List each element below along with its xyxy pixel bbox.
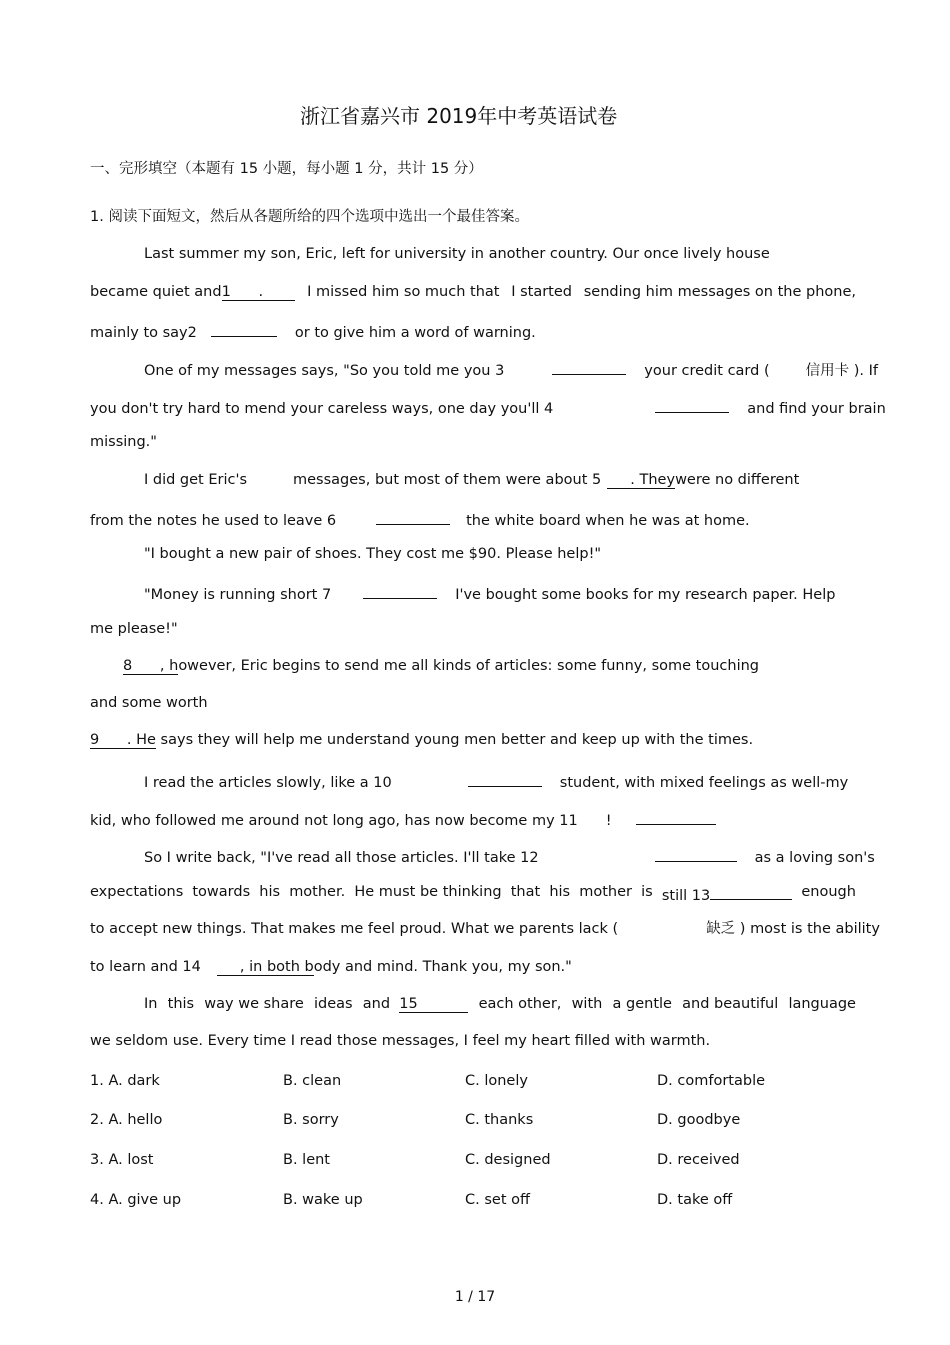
passage-line: missing." xyxy=(90,434,157,450)
blank-9: 9 . He xyxy=(90,732,156,748)
blank-12 xyxy=(655,845,737,862)
passage-text: became quiet and xyxy=(90,284,222,300)
passage-line xyxy=(90,283,856,301)
page-title: 浙江省嘉兴市 2019年中考英语试卷 xyxy=(300,104,618,128)
section-heading: 一、完形填空（本题有 15 小题，每小题 1 分，共计 15 分） xyxy=(90,161,483,177)
passage-line: 8 , however, Eric begins to send me all kinds of articles: some funny, some touching xyxy=(123,658,760,674)
passage-line: I read the articles slowly, like a 10 student, with mixed feelings as well-my xyxy=(144,770,848,792)
option-d: D. received xyxy=(657,1152,740,1168)
option-c: C. lonely xyxy=(465,1073,528,1089)
blank-5: . They xyxy=(607,472,675,489)
passage-line: and some worth xyxy=(90,695,208,711)
option-a: 4. A. give up xyxy=(90,1192,182,1208)
option-c: C. set off xyxy=(465,1192,530,1208)
passage-line: to learn and 14 , in both body and mind. Thank you, my son." xyxy=(90,959,572,975)
passage-line: you don't try hard to mend your careless ways, one day you'll 4 and find your brain xyxy=(90,396,886,418)
passage-line: kid, who followed me around not long ago, has now become my 11 ! xyxy=(90,808,716,830)
passage-text: I started xyxy=(511,284,572,300)
option-a: 2. A. hello xyxy=(90,1112,163,1128)
blank-2 xyxy=(211,320,277,337)
passage-line: me please!" xyxy=(90,621,178,637)
passage-line: I did get Eric's messages, but most of them were about 5 . Theywere no different xyxy=(144,472,800,488)
passage-line: expectations towards his mother. He must be thinking that his mother is still 13 enough xyxy=(90,884,856,904)
passage-line: 9 . He says they will help me understand young men better and keep up with the times. xyxy=(90,732,754,748)
blank-3 xyxy=(552,358,626,375)
passage-text: sending him messages on the phone, xyxy=(583,284,856,300)
option-b: B. clean xyxy=(283,1073,342,1089)
passage-line: "I bought a new pair of shoes. They cost me $90. Please help!" xyxy=(144,546,602,562)
passage-line: One of my messages says, "So you told me you 3 your credit card ( 信用卡 ). If xyxy=(144,358,878,380)
passage-line: we seldom use. Every time I read those messages, I feel my heart filled with warmth. xyxy=(90,1033,711,1049)
option-d: D. take off xyxy=(657,1192,733,1208)
blank-1: 1 . xyxy=(222,284,296,301)
blank-14: , in both b xyxy=(217,959,314,976)
option-a: 3. A. lost xyxy=(90,1152,154,1168)
passage-line: In this way we share ideas and 15 each other, with a gentle and beautiful language xyxy=(144,996,856,1012)
blank-8: 8 , h xyxy=(123,658,179,674)
passage-line: So I write back, "I've read all those articles. I'll take 12 as a loving son's xyxy=(144,845,875,867)
passage-line: "Money is running short 7 I've bought some books for my research paper. Help xyxy=(144,582,835,604)
option-c: C. thanks xyxy=(465,1112,534,1128)
option-b: B. sorry xyxy=(283,1112,339,1128)
blank-4 xyxy=(655,396,729,413)
blank-15: 15 xyxy=(399,996,468,1013)
blank-10 xyxy=(468,770,542,787)
blank-6 xyxy=(376,508,450,525)
blank-7 xyxy=(363,582,437,599)
option-d: D. goodbye xyxy=(657,1112,741,1128)
option-b: B. wake up xyxy=(283,1192,363,1208)
passage-line: Last summer my son, Eric, left for university in another country. Our once lively house xyxy=(144,246,770,262)
option-b: B. lent xyxy=(283,1152,330,1168)
page-number: 1 / 17 xyxy=(454,1289,496,1305)
passage-line: from the notes he used to leave 6 the white board when he was at home. xyxy=(90,508,750,530)
blank-13 xyxy=(710,883,792,900)
passage-line: mainly to say2 or to give him a word of warning. xyxy=(90,320,536,342)
passage-text: I missed him so much that xyxy=(307,284,500,300)
option-c: C. designed xyxy=(465,1152,551,1168)
blank-11 xyxy=(636,808,716,825)
option-a: 1. A. dark xyxy=(90,1073,160,1089)
passage-line: to accept new things. That makes me feel proud. What we parents lack ( 缺乏 ) most is the ability xyxy=(90,921,880,937)
instruction: 1. 阅读下面短文，然后从各题所给的四个选项中选出一个最佳答案。 xyxy=(90,209,529,225)
option-d: D. comfortable xyxy=(657,1073,766,1089)
